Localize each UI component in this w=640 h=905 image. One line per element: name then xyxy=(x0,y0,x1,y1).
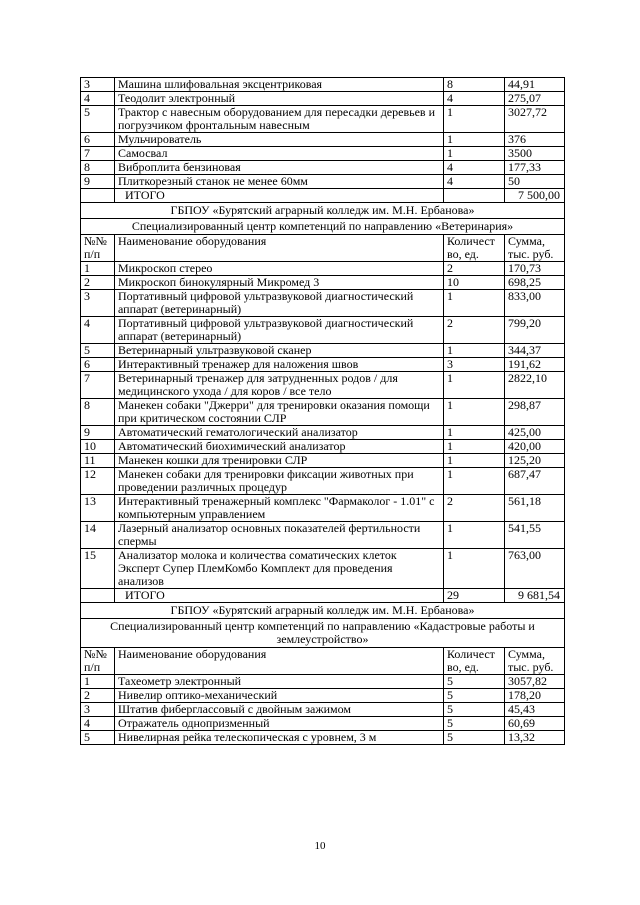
equipment-quantity: 10 xyxy=(444,276,505,290)
equipment-quantity: 3 xyxy=(444,358,505,372)
row-number: 3 xyxy=(81,703,115,717)
equipment-quantity: 1 xyxy=(444,106,505,133)
equipment-name: Нивелирная рейка телескопическая с уровнем, 3 м xyxy=(115,731,444,745)
row-number: 1 xyxy=(81,675,115,689)
equipment-name: Портативный цифровой ультразвуковой диагностический аппарат (ветеринарный) xyxy=(115,290,444,317)
row-number: 3 xyxy=(81,78,115,92)
equipment-name: Микроскоп бинокулярный Микромед 3 xyxy=(115,276,444,290)
row-number: 5 xyxy=(81,731,115,745)
equipment-quantity: 5 xyxy=(444,703,505,717)
table-row xyxy=(81,147,565,161)
equipment-name: Манекен собаки для тренировки фиксации животных при проведении различных процедур xyxy=(115,468,444,495)
competence-center-title: Специализированный центр компетенций по направлению «Кадастровые работы и землеустройство» xyxy=(81,619,565,648)
table-row xyxy=(81,549,565,589)
equipment-sum: 799,20 xyxy=(505,317,565,344)
equipment-name: Микроскоп стерео xyxy=(115,262,444,276)
equipment-sum: 177,33 xyxy=(505,161,565,175)
table-row xyxy=(81,440,565,454)
table-row xyxy=(81,92,565,106)
column-header-quantity: Количест во, ед. xyxy=(444,648,505,675)
column-header-sum: Сумма, тыс. руб. xyxy=(505,648,565,675)
row-number: 6 xyxy=(81,358,115,372)
row-number: 3 xyxy=(81,290,115,317)
organization-title: ГБПОУ «Бурятский аграрный колледж им. М.Н. Ербанова» xyxy=(81,603,565,619)
equipment-name: Анализатор молока и количества соматических клеток Эксперт Супер ПлемКомбо Комплект для проведения анализов xyxy=(115,549,444,589)
equipment-sum: 541,55 xyxy=(505,522,565,549)
row-number: 12 xyxy=(81,468,115,495)
row-number: 4 xyxy=(81,317,115,344)
total-quantity xyxy=(444,189,505,203)
row-number: 9 xyxy=(81,426,115,440)
equipment-quantity: 1 xyxy=(444,454,505,468)
table-row xyxy=(81,317,565,344)
equipment-quantity: 8 xyxy=(444,78,505,92)
row-number: 6 xyxy=(81,133,115,147)
equipment-quantity: 5 xyxy=(444,675,505,689)
equipment-quantity: 2 xyxy=(444,262,505,276)
equipment-sum: 44,91 xyxy=(505,78,565,92)
equipment-quantity: 2 xyxy=(444,495,505,522)
organization-title-row xyxy=(81,203,565,219)
table-row xyxy=(81,495,565,522)
equipment-sum: 45,43 xyxy=(505,703,565,717)
equipment-name: Плиткорезный станок не менее 60мм xyxy=(115,175,444,189)
equipment-quantity: 1 xyxy=(444,344,505,358)
table-row xyxy=(81,358,565,372)
equipment-name: Самосвал xyxy=(115,147,444,161)
equipment-sum: 2822,10 xyxy=(505,372,565,399)
row-number: 8 xyxy=(81,399,115,426)
total-row xyxy=(81,589,565,603)
equipment-name: Отражатель однопризменный xyxy=(115,717,444,731)
row-number: 11 xyxy=(81,454,115,468)
equipment-sum: 298,87 xyxy=(505,399,565,426)
equipment-quantity: 1 xyxy=(444,522,505,549)
equipment-table-body xyxy=(81,78,565,745)
equipment-quantity: 2 xyxy=(444,317,505,344)
equipment-quantity: 1 xyxy=(444,440,505,454)
equipment-name: Интерактивный тренажерный комплекс "Фармаколог - 1.01" с компьютерным управлением xyxy=(115,495,444,522)
equipment-sum: 191,62 xyxy=(505,358,565,372)
column-header-number: №№ п/п xyxy=(81,235,115,262)
column-header-row xyxy=(81,235,565,262)
equipment-quantity: 1 xyxy=(444,147,505,161)
equipment-name: Ветеринарный тренажер для затрудненных родов / для медицинского ухода / для коров / все тело xyxy=(115,372,444,399)
table-row xyxy=(81,675,565,689)
competence-center-title-row xyxy=(81,219,565,235)
row-number: 10 xyxy=(81,440,115,454)
competence-center-title-row xyxy=(81,619,565,648)
table-row xyxy=(81,689,565,703)
total-quantity: 29 xyxy=(444,589,505,603)
row-number: 14 xyxy=(81,522,115,549)
equipment-name: Ветеринарный ультразвуковой сканер xyxy=(115,344,444,358)
table-row xyxy=(81,106,565,133)
total-label: ИТОГО xyxy=(115,589,444,603)
column-header-name: Наименование оборудования xyxy=(115,235,444,262)
total-label: ИТОГО xyxy=(115,189,444,203)
equipment-sum: 425,00 xyxy=(505,426,565,440)
table-row xyxy=(81,454,565,468)
total-empty-cell xyxy=(81,189,115,203)
equipment-sum: 344,37 xyxy=(505,344,565,358)
equipment-quantity: 4 xyxy=(444,175,505,189)
equipment-quantity: 5 xyxy=(444,689,505,703)
row-number: 2 xyxy=(81,276,115,290)
equipment-quantity: 4 xyxy=(444,92,505,106)
column-header-row xyxy=(81,648,565,675)
equipment-name: Автоматический гематологический анализатор xyxy=(115,426,444,440)
table-row xyxy=(81,133,565,147)
row-number: 7 xyxy=(81,147,115,161)
equipment-name: Штатив фиберглассовый с двойным зажимом xyxy=(115,703,444,717)
organization-title-row xyxy=(81,603,565,619)
page-number: 10 xyxy=(314,840,326,852)
table-row xyxy=(81,426,565,440)
equipment-quantity: 1 xyxy=(444,290,505,317)
total-row xyxy=(81,189,565,203)
equipment-sum: 60,69 xyxy=(505,717,565,731)
equipment-name: Мульчирователь xyxy=(115,133,444,147)
column-header-number: №№ п/п xyxy=(81,648,115,675)
table-row xyxy=(81,717,565,731)
total-empty-cell xyxy=(81,589,115,603)
equipment-name: Портативный цифровой ультразвуковой диагностический аппарат (ветеринарный) xyxy=(115,317,444,344)
row-number: 4 xyxy=(81,717,115,731)
column-header-name: Наименование оборудования xyxy=(115,648,444,675)
equipment-sum: 420,00 xyxy=(505,440,565,454)
equipment-name: Тахеометр электронный xyxy=(115,675,444,689)
table-row xyxy=(81,703,565,717)
row-number: 5 xyxy=(81,344,115,358)
equipment-quantity: 1 xyxy=(444,133,505,147)
equipment-sum: 3057,82 xyxy=(505,675,565,689)
row-number: 4 xyxy=(81,92,115,106)
equipment-sum: 275,07 xyxy=(505,92,565,106)
table-row xyxy=(81,78,565,92)
equipment-sum: 13,32 xyxy=(505,731,565,745)
row-number: 1 xyxy=(81,262,115,276)
equipment-sum: 698,25 xyxy=(505,276,565,290)
table-row xyxy=(81,262,565,276)
equipment-name: Манекен собаки "Джерри" для тренировки оказания помощи при критическом состоянии СЛР xyxy=(115,399,444,426)
equipment-quantity: 1 xyxy=(444,372,505,399)
equipment-name: Трактор с навесным оборудованием для пересадки деревьев и погрузчиком фронтальным навесным xyxy=(115,106,444,133)
table-row xyxy=(81,399,565,426)
row-number: 13 xyxy=(81,495,115,522)
total-sum: 9 681,54 xyxy=(505,589,565,603)
equipment-sum: 170,73 xyxy=(505,262,565,276)
equipment-sum: 3500 xyxy=(505,147,565,161)
table-row xyxy=(81,522,565,549)
table-row xyxy=(81,276,565,290)
equipment-name: Автоматический биохимический анализатор xyxy=(115,440,444,454)
equipment-table xyxy=(80,77,565,745)
row-number: 5 xyxy=(81,106,115,133)
equipment-sum: 561,18 xyxy=(505,495,565,522)
equipment-sum: 125,20 xyxy=(505,454,565,468)
competence-center-title: Специализированный центр компетенций по направлению «Ветеринария» xyxy=(81,219,565,235)
equipment-quantity: 1 xyxy=(444,426,505,440)
equipment-sum: 687,47 xyxy=(505,468,565,495)
equipment-quantity: 5 xyxy=(444,731,505,745)
equipment-name: Машина шлифовальная эксцентриковая xyxy=(115,78,444,92)
equipment-sum: 50 xyxy=(505,175,565,189)
equipment-name: Манекен кошки для тренировки СЛР xyxy=(115,454,444,468)
equipment-quantity: 1 xyxy=(444,399,505,426)
table-row xyxy=(81,468,565,495)
table-row xyxy=(81,175,565,189)
equipment-quantity: 4 xyxy=(444,161,505,175)
row-number: 7 xyxy=(81,372,115,399)
row-number: 2 xyxy=(81,689,115,703)
row-number: 8 xyxy=(81,161,115,175)
table-row xyxy=(81,161,565,175)
equipment-sum: 178,20 xyxy=(505,689,565,703)
equipment-name: Нивелир оптико-механический xyxy=(115,689,444,703)
row-number: 9 xyxy=(81,175,115,189)
column-header-sum: Сумма, тыс. руб. xyxy=(505,235,565,262)
table-row xyxy=(81,290,565,317)
equipment-name: Теодолит электронный xyxy=(115,92,444,106)
equipment-quantity: 5 xyxy=(444,717,505,731)
equipment-sum: 376 xyxy=(505,133,565,147)
equipment-sum: 833,00 xyxy=(505,290,565,317)
equipment-sum: 763,00 xyxy=(505,549,565,589)
row-number: 15 xyxy=(81,549,115,589)
table-row xyxy=(81,372,565,399)
table-row xyxy=(81,344,565,358)
organization-title: ГБПОУ «Бурятский аграрный колледж им. М.Н. Ербанова» xyxy=(81,203,565,219)
equipment-quantity: 1 xyxy=(444,549,505,589)
equipment-name: Виброплита бензиновая xyxy=(115,161,444,175)
equipment-sum: 3027,72 xyxy=(505,106,565,133)
equipment-name: Лазерный анализатор основных показателей фертильности спермы xyxy=(115,522,444,549)
equipment-quantity: 1 xyxy=(444,468,505,495)
total-sum: 7 500,00 xyxy=(505,189,565,203)
equipment-name: Интерактивный тренажер для наложения швов xyxy=(115,358,444,372)
column-header-quantity: Количест во, ед. xyxy=(444,235,505,262)
table-row xyxy=(81,731,565,745)
